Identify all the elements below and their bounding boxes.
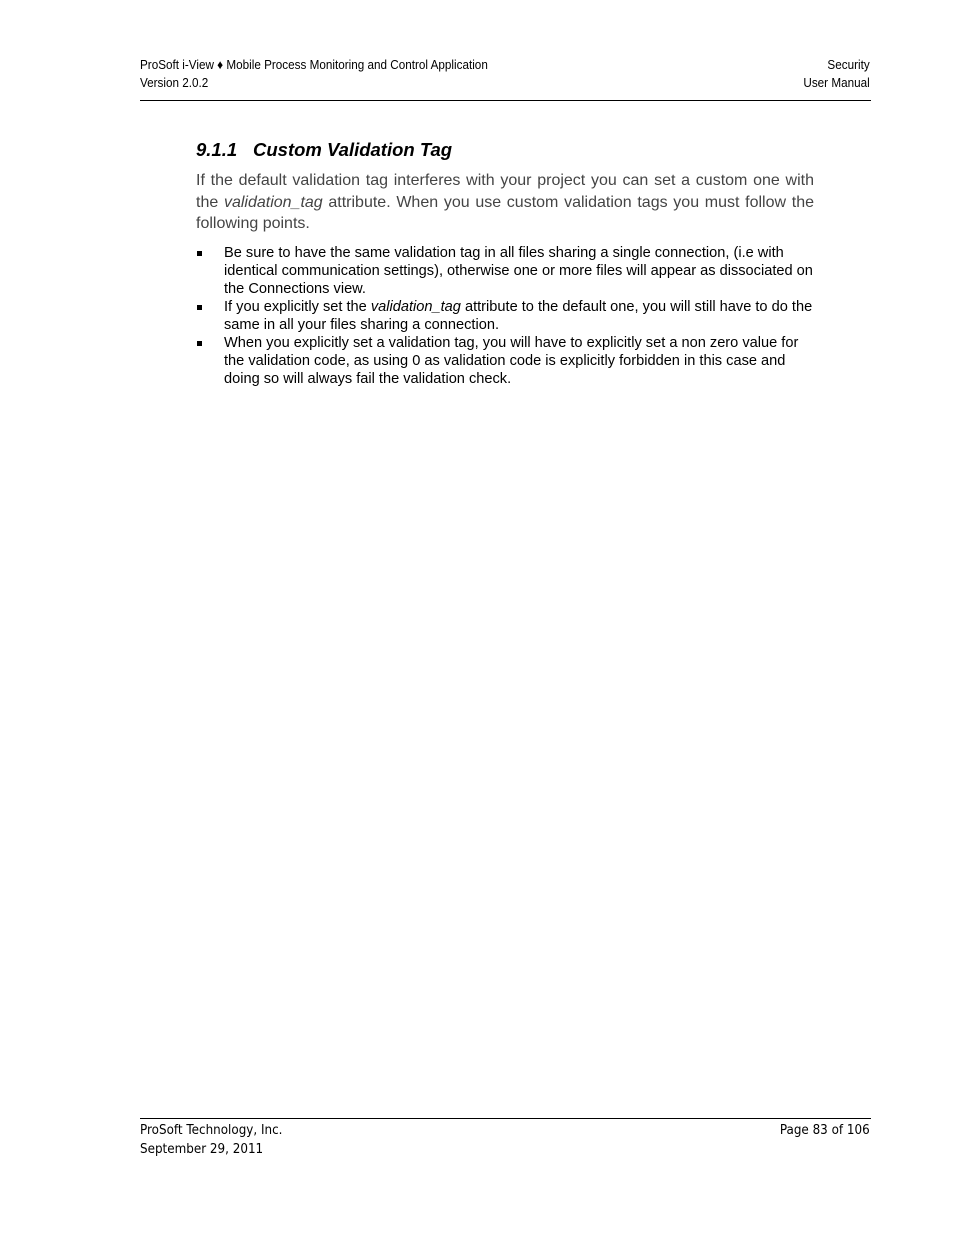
- bullet-text: Be sure to have the same validation tag in all files sharing a single connection, (i.e with identical communication settings), otherwise one or more files will appear as dissociated on the Connections view.: [224, 245, 813, 297]
- header-left: [140, 56, 488, 92]
- footer-page-number: Page 83 of 106: [780, 1123, 870, 1138]
- intro-text-end: attribute. When you use custom validation tags you must follow the following points.: [196, 193, 815, 232]
- header-divider: [140, 100, 871, 101]
- header-doc-type: User Manual: [803, 75, 870, 90]
- bullet-attribute-name: validation_tag: [370, 299, 461, 315]
- section-number: 9.1.1: [196, 139, 238, 160]
- bullet-text-end: attribute to the default one, you will still have to do the same in all your files sharing a connection.: [224, 299, 813, 333]
- square-bullet-icon: [197, 251, 202, 256]
- header-product-line: ProSoft i-View ♦ Mobile Process Monitoring and Control Application: [140, 57, 488, 72]
- header-right: [804, 56, 870, 92]
- footer-left: [140, 1121, 282, 1159]
- bullet-text-start: If you explicitly set the: [224, 299, 371, 315]
- intro-text-start: If the default validation tag interferes with your project you can set a custom one with the: [196, 172, 814, 211]
- intro-paragraph: [196, 170, 814, 235]
- intro-attribute-name: validation_tag: [223, 193, 323, 211]
- footer-divider: [140, 1118, 871, 1119]
- section-title: Custom Validation Tag: [253, 139, 453, 160]
- footer-company: ProSoft Technology, Inc.: [140, 1123, 283, 1138]
- footer-right: [780, 1121, 870, 1140]
- header-version: Version 2.0.2: [140, 75, 209, 90]
- bullet-item: [196, 298, 814, 334]
- bullet-text: When you explicitly set a validation tag, you will have to explicitly set a non zero value for the validation code, as using 0 as validation code is explicitly forbidden in this case and doing so will always fail the validation check.: [224, 335, 799, 387]
- bullet-list: [196, 244, 814, 388]
- footer-date: September 29, 2011: [140, 1142, 264, 1157]
- section-heading: [196, 139, 452, 161]
- bullet-item: [196, 334, 814, 388]
- bullet-item: [196, 244, 814, 298]
- header-section: Security: [827, 57, 870, 72]
- square-bullet-icon: [197, 305, 202, 310]
- square-bullet-icon: [197, 341, 202, 346]
